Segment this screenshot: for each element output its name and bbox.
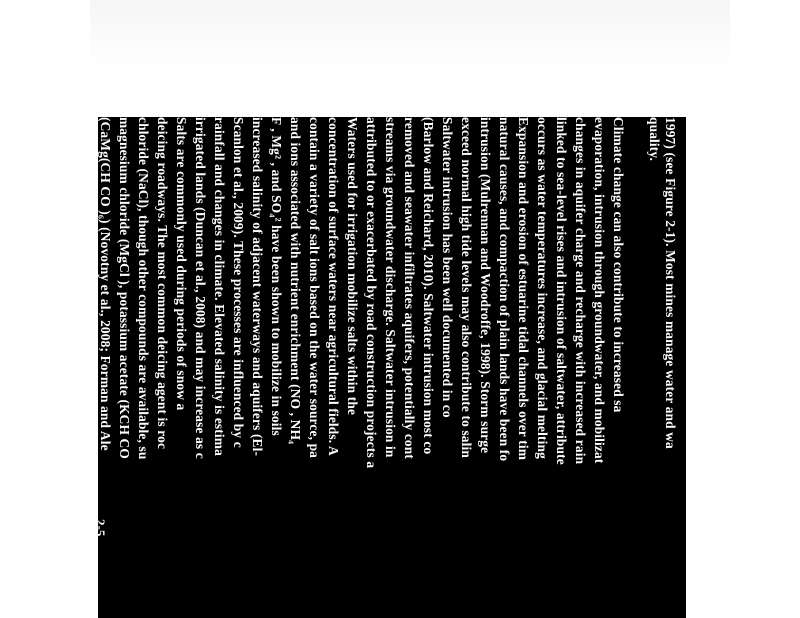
text-line: chloride (NaCl), though other compounds are available, su <box>136 117 151 460</box>
text-line: (CaMg(CH CO )₆) (Novotny et al., 2008; Forman and Ale <box>98 117 113 451</box>
text-line: Saltwater intrusion has been well documented in co <box>440 117 455 418</box>
page-number: 2-5 <box>93 519 108 537</box>
text-line: natural causes, and compaction of plain lands have been fo <box>497 117 512 462</box>
text-line: deicing roadways. The most common deicing agent is roc <box>155 117 170 450</box>
rotated-text-block <box>79 117 686 618</box>
text-line: increased salinity of adjacent waterways and aquifers (El- <box>250 117 265 457</box>
text-line: attributed to or exacerbated by road construction projects a <box>364 117 379 469</box>
scan-shadow-top <box>90 0 730 70</box>
text-line: Waters used for irrigation mobilize salts within the <box>345 117 360 416</box>
text-line: evaporation, intrusion through groundwater, and mobilizat <box>592 117 607 464</box>
text-line: rainfall and changes in climate. Elevated salinity is estima <box>212 117 227 456</box>
text-line: linked to sea-level rises and intrusion of saltwater, attribute <box>554 117 569 465</box>
scanned-page <box>79 117 686 618</box>
text-line: occurs as water temperatures increase, and glacial melting <box>535 117 550 459</box>
text-line: and ions associated with nutrient enrichment (NO , NH₄ <box>288 117 303 445</box>
text-line: Salts are commonly used during periods of snow a <box>174 117 189 411</box>
text-line: 1997) (see Figure 2-1). Most mines manage water and wa <box>663 117 678 449</box>
text-line: magnesium chloride (MgCl ), potassium acetate (KCH CO <box>117 117 132 459</box>
text-line: (Barlow and Reichard, 2010). Saltwater intrusion most co <box>421 117 436 455</box>
text-line: Climate change can also contribute to increased sa <box>611 117 626 413</box>
text-line: irrigated lands (Duncan et al., 2008) and may increase as c <box>193 117 208 459</box>
text-line: quality. <box>647 117 662 161</box>
text-line: F , Mg² , and SO₄² have been shown to mobilize in soils <box>269 117 284 436</box>
text-line: streams via groundwater discharge. Saltwater intrusion in <box>383 117 398 458</box>
text-line: concentration of surface waters near agricultural fields. A <box>326 117 341 456</box>
text-line: contain a variety of salt ions based on the water source, pa <box>307 117 322 459</box>
text-line: removed and seawater infiltrates aquifers, potentially cont <box>402 117 417 459</box>
text-line: Scanlon et al., 2009). These processes are influenced by c <box>231 117 246 448</box>
text-line: changes in aquifer charge and recharge with increased rain <box>573 117 588 465</box>
text-line: Expansion and erosion of estuarine tidal channels over tim <box>516 117 531 461</box>
text-line: intrusion (Mulrennan and Woodroffe, 1998). Storm surge <box>478 117 493 454</box>
text-line: exceed normal high tide levels may also contribute to salin <box>459 117 474 458</box>
text-line: snow and ice covered roads has increased salt usage in the <box>79 117 94 457</box>
